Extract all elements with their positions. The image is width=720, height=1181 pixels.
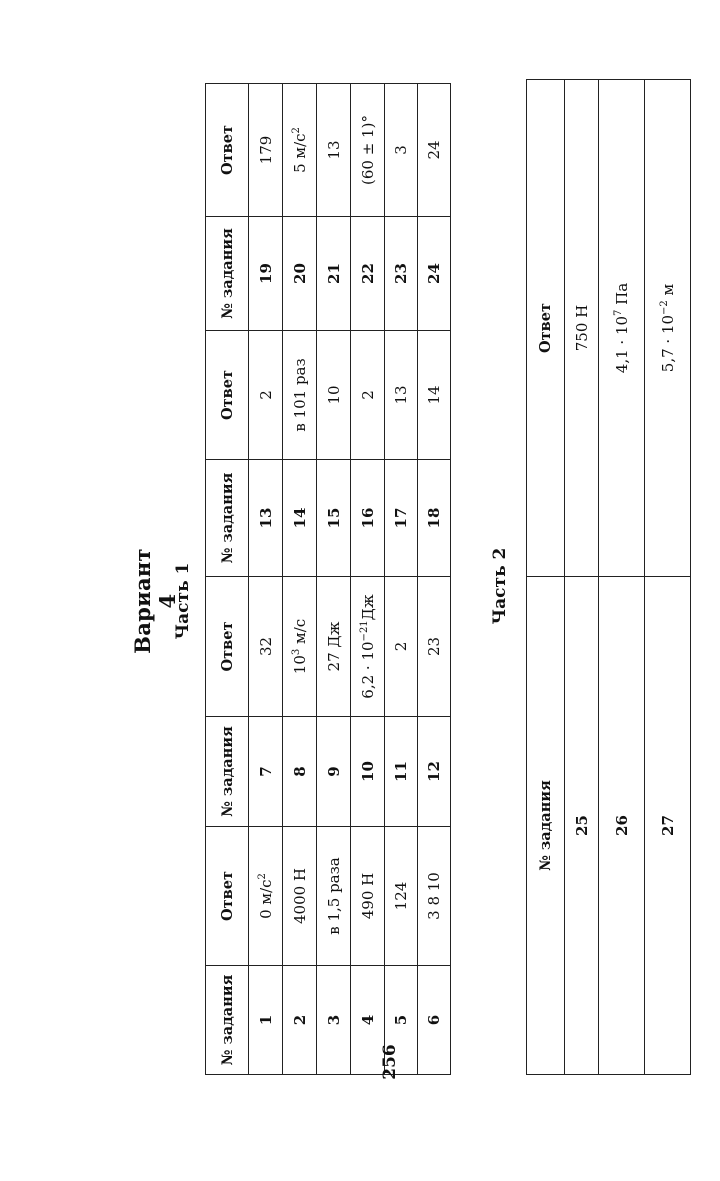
answer-text: 2 bbox=[256, 390, 275, 400]
task-number-cell: 15 bbox=[317, 460, 351, 577]
table-row bbox=[283, 84, 317, 1075]
answer-cell bbox=[565, 80, 599, 577]
answer-text: 13 bbox=[392, 385, 410, 405]
task-number-cell: 17 bbox=[385, 460, 418, 577]
table-row bbox=[317, 84, 351, 1075]
answer-text: 2 bbox=[358, 390, 377, 400]
part1-header-row bbox=[206, 84, 249, 1075]
task-number-cell: 24 bbox=[418, 217, 451, 331]
answer-cell bbox=[283, 577, 317, 717]
answer-exponent: −21 bbox=[358, 620, 370, 642]
answer-cell bbox=[351, 577, 385, 717]
answer-cell bbox=[283, 84, 317, 217]
header-answer-1: Ответ bbox=[206, 827, 249, 966]
answer-text: 5 м/с bbox=[290, 133, 309, 173]
answer-cell bbox=[418, 331, 451, 460]
task-number-cell: 25 bbox=[565, 577, 599, 1075]
answer-text: 3 8 10 bbox=[425, 872, 443, 920]
answer-cell bbox=[351, 827, 385, 966]
table-row bbox=[565, 80, 599, 1075]
task-number-cell: 1 bbox=[249, 966, 283, 1075]
task-number-cell: 3 bbox=[317, 966, 351, 1075]
table-row bbox=[249, 84, 283, 1075]
answer-text: 4000 Н bbox=[290, 867, 309, 925]
answer-cell bbox=[385, 331, 418, 460]
task-number-cell: 22 bbox=[351, 217, 385, 331]
task-number-cell: 18 bbox=[418, 460, 451, 577]
table-row bbox=[599, 80, 645, 1075]
answer-cell bbox=[249, 84, 283, 217]
answer-text: 124 bbox=[392, 881, 410, 911]
answer-text: 6,2 · 10 bbox=[358, 641, 377, 699]
answer-text: 4,1 · 10 bbox=[612, 315, 631, 374]
task-number-cell: 7 bbox=[249, 717, 283, 827]
task-number-cell: 12 bbox=[418, 717, 451, 827]
part1-title: Часть 1 bbox=[173, 562, 193, 640]
answer-text: 3 bbox=[392, 145, 410, 155]
answer-text: 2 bbox=[392, 641, 410, 652]
part2-header-row bbox=[527, 80, 565, 1075]
header-task-4: № задания bbox=[206, 217, 249, 331]
answer-cell bbox=[283, 827, 317, 966]
answer-cell bbox=[418, 84, 451, 217]
answer-text: 10 bbox=[290, 655, 309, 675]
answer-text: в 101 раз bbox=[290, 358, 309, 432]
answer-exponent: 2 bbox=[290, 127, 302, 134]
task-number-cell: 10 bbox=[351, 717, 385, 827]
part1-answer-table bbox=[205, 83, 451, 1075]
task-number-cell: 4 bbox=[351, 966, 385, 1075]
answer-exponent: 2 bbox=[256, 873, 268, 880]
page-number: 256 bbox=[380, 1044, 400, 1080]
header-answer-2: Ответ bbox=[206, 577, 249, 717]
answer-cell bbox=[283, 331, 317, 460]
answer-text: 750 Н bbox=[572, 304, 591, 352]
answer-cell bbox=[351, 331, 385, 460]
answer-cell bbox=[249, 577, 283, 717]
header-task-2: № задания bbox=[206, 717, 249, 827]
answer-unit: м bbox=[658, 283, 677, 301]
task-number-cell: 11 bbox=[385, 717, 418, 827]
header-answer-4: Ответ bbox=[206, 84, 249, 217]
task-number-cell: 23 bbox=[385, 217, 418, 331]
answer-text: (60 ± 1)° bbox=[358, 115, 377, 185]
table-row bbox=[418, 84, 451, 1075]
answer-text: 490 Н bbox=[358, 872, 377, 920]
variant-title: Вариант 4 bbox=[130, 548, 180, 654]
answer-cell bbox=[385, 577, 418, 717]
answer-cell bbox=[418, 827, 451, 966]
answer-unit: Па bbox=[612, 282, 631, 310]
answer-cell bbox=[317, 577, 351, 717]
answer-exponent: −2 bbox=[658, 300, 670, 315]
answer-cell bbox=[351, 84, 385, 217]
answer-text: в 1,5 раза bbox=[324, 857, 343, 935]
part2-title: Часть 2 bbox=[490, 547, 510, 625]
answer-cell bbox=[385, 827, 418, 966]
answer-text: 23 bbox=[425, 636, 443, 657]
answer-cell bbox=[317, 331, 351, 460]
answer-unit: Дж bbox=[358, 594, 377, 621]
answer-cell bbox=[385, 84, 418, 217]
answer-cell bbox=[317, 827, 351, 966]
answer-exponent: 7 bbox=[612, 309, 624, 316]
table-row bbox=[645, 80, 691, 1075]
task-number-cell: 13 bbox=[249, 460, 283, 577]
answer-text: 0 м/с bbox=[256, 879, 275, 919]
header-answer-3: Ответ bbox=[206, 331, 249, 460]
task-number-cell: 27 bbox=[645, 577, 691, 1075]
part2-body bbox=[565, 80, 691, 1075]
task-number-cell: 6 bbox=[418, 966, 451, 1075]
answer-cell bbox=[645, 80, 691, 577]
task-number-cell: 5 bbox=[385, 966, 418, 1075]
answer-cell bbox=[249, 827, 283, 966]
answer-text: 32 bbox=[256, 636, 275, 657]
part2-header-task: № задания bbox=[527, 577, 565, 1075]
task-number-cell: 8 bbox=[283, 717, 317, 827]
table-row bbox=[385, 84, 418, 1075]
answer-text: 10 bbox=[324, 385, 343, 405]
answer-unit: м/с bbox=[290, 618, 309, 649]
task-number-cell: 21 bbox=[317, 217, 351, 331]
task-number-cell: 2 bbox=[283, 966, 317, 1075]
task-number-cell: 26 bbox=[599, 577, 645, 1075]
part1-body bbox=[249, 84, 451, 1075]
answer-text: 5,7 · 10 bbox=[658, 314, 677, 373]
answer-text: 27 Дж bbox=[324, 621, 343, 672]
answer-text: 13 bbox=[324, 140, 343, 160]
answer-text: 179 bbox=[256, 135, 275, 165]
answer-text: 24 bbox=[425, 140, 443, 160]
answer-cell bbox=[418, 577, 451, 717]
task-number-cell: 14 bbox=[283, 460, 317, 577]
table-row bbox=[351, 84, 385, 1075]
task-number-cell: 19 bbox=[249, 217, 283, 331]
answer-exponent: 3 bbox=[290, 648, 302, 656]
task-number-cell: 9 bbox=[317, 717, 351, 827]
part2-answer-table bbox=[526, 79, 691, 1075]
task-number-cell: 16 bbox=[351, 460, 385, 577]
part2-header-answer: Ответ bbox=[527, 80, 565, 577]
answer-cell bbox=[249, 331, 283, 460]
answer-cell bbox=[599, 80, 645, 577]
header-task-1: № задания bbox=[206, 966, 249, 1075]
answer-cell bbox=[317, 84, 351, 217]
task-number-cell: 20 bbox=[283, 217, 317, 331]
answer-text: 14 bbox=[425, 385, 443, 405]
header-task-3: № задания bbox=[206, 460, 249, 577]
